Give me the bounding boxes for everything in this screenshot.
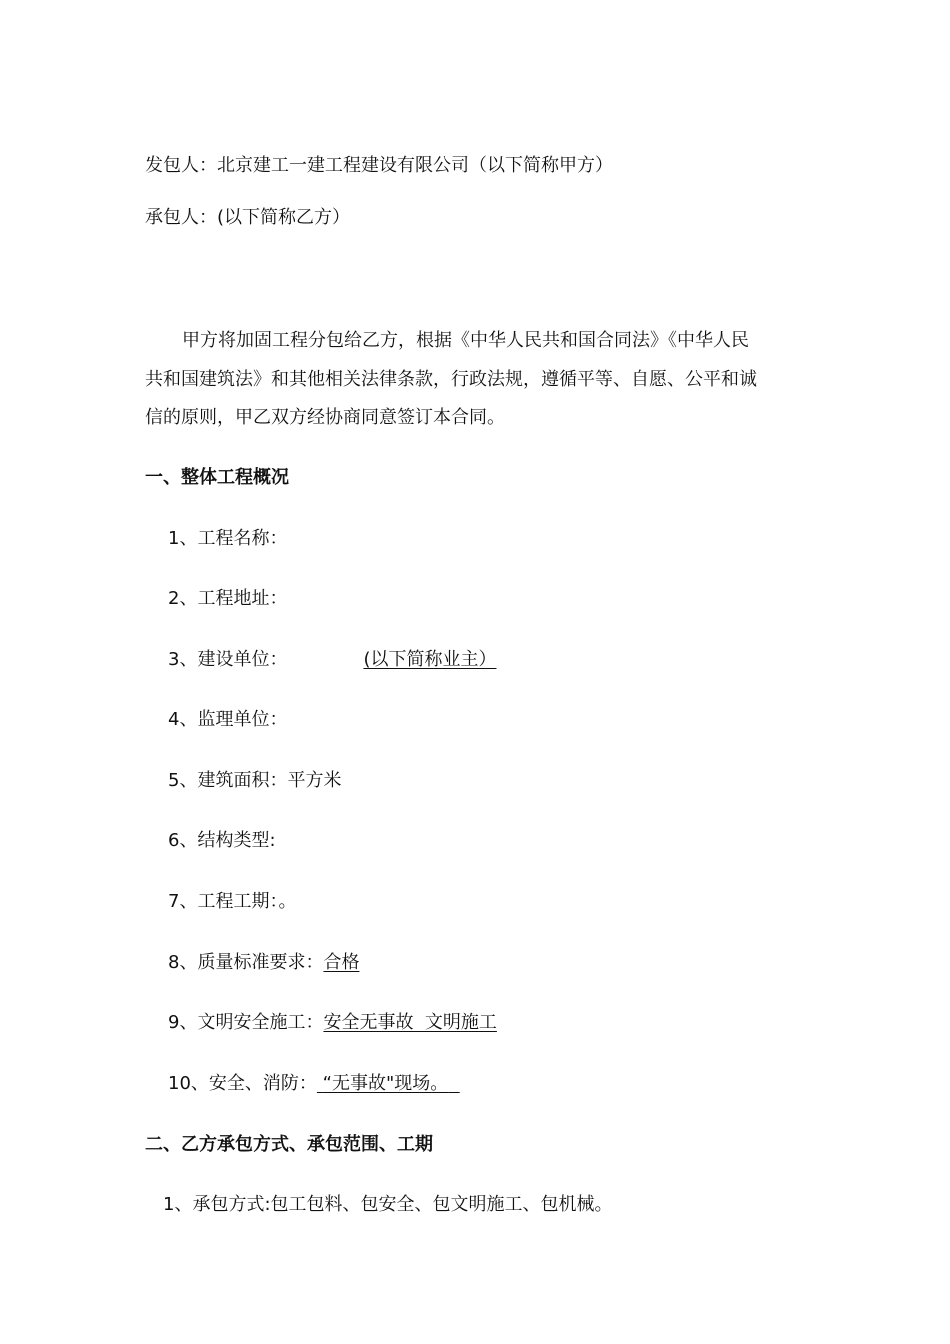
item-construction-unit	[168, 648, 496, 672]
intro-line-2: 共和国建筑法》和其他相关法律条款，行政法规，遵循平等、自愿、公平和诚	[145, 369, 757, 390]
item-label: 7、工程工期：	[168, 891, 279, 912]
item-label: 3、建设单位：	[168, 649, 288, 670]
employer-label: 发包人：	[145, 155, 217, 176]
item-value: 安全无事故 文明施工	[323, 1012, 497, 1033]
item-supervision-unit	[168, 708, 287, 732]
section-1-title: 一、整体工程概况	[145, 467, 289, 488]
item-building-area	[168, 769, 341, 793]
item-value: 平方米	[287, 770, 342, 791]
item-project-name	[168, 527, 287, 551]
item-value-underlined	[287, 649, 496, 670]
item-value: 合格	[323, 952, 360, 973]
contractor-line	[145, 206, 350, 230]
item-contract-method	[163, 1193, 613, 1217]
item-value: “无事故"现场。	[322, 1073, 449, 1094]
item-quality-standard	[168, 951, 359, 975]
item-structure-type	[168, 829, 276, 853]
item-label: 2、工程地址：	[168, 588, 288, 609]
intro-line-1: 甲方将加固工程分包给乙方，根据《中华人民共和国合同法》《中华人民	[182, 330, 749, 351]
item-value: (以下简称业主）	[363, 649, 497, 670]
item-value: 包工包料、包安全、包文明施工、包机械。	[270, 1194, 613, 1215]
contractor-label: 承包人：	[145, 207, 217, 228]
item-label: 4、监理单位：	[168, 709, 288, 730]
employer-value: 北京建工一建工程建设有限公司（以下简称甲方）	[217, 155, 613, 176]
item-label: 9、文明安全施工：	[168, 1012, 324, 1033]
item-label: 1、工程名称：	[168, 528, 288, 549]
item-value: 。	[278, 891, 297, 912]
employer-line	[145, 154, 613, 178]
item-value-underlined	[317, 1073, 460, 1094]
item-fire-safety	[168, 1072, 460, 1096]
item-label: 6、结构类型:	[168, 830, 276, 851]
intro-line-3: 信的原则，甲乙双方经协商同意签订本合同。	[145, 407, 505, 428]
item-safe-construction	[168, 1011, 497, 1035]
item-project-address	[168, 587, 287, 611]
item-project-period	[168, 890, 296, 914]
item-label: 1、承包方式:	[163, 1194, 271, 1215]
blank-fill	[287, 648, 363, 672]
contractor-value: (以下简称乙方）	[217, 207, 351, 228]
item-label: 5、建筑面积：	[168, 770, 288, 791]
section-2-title: 二、乙方承包方式、承包范围、工期	[145, 1134, 433, 1155]
item-label: 10、安全、消防：	[168, 1073, 317, 1094]
item-label: 8、质量标准要求：	[168, 952, 324, 973]
